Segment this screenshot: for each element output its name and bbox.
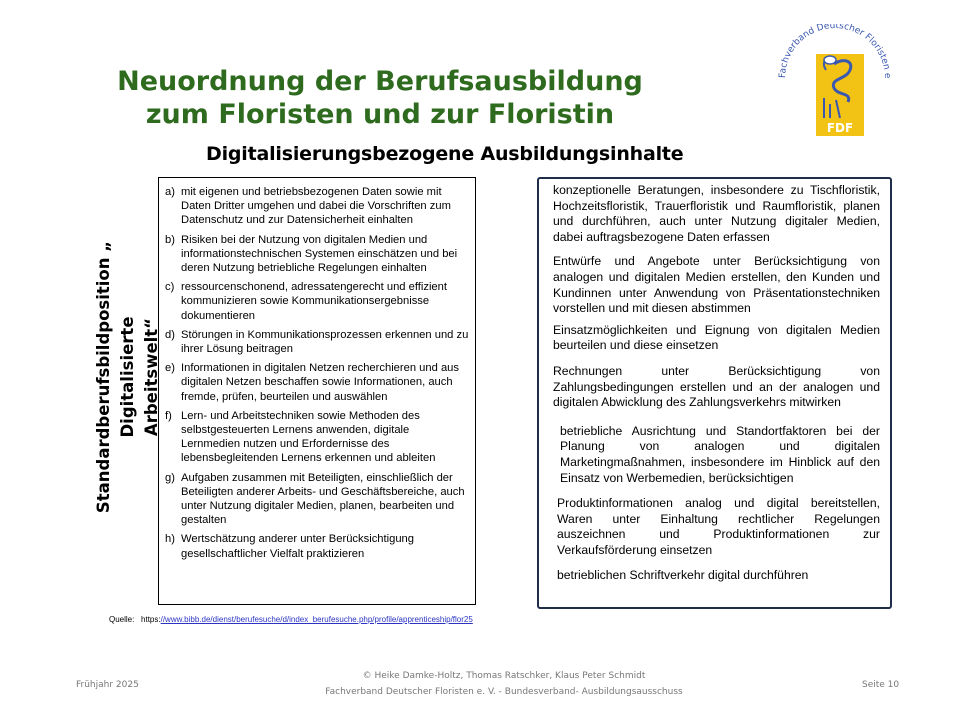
item-text: Lern- und Arbeitstechniken sowie Methoden des selbstgesteuerten Lernens anwenden, digitale Lernmedien nutzen und Erfordernisse des lebensbegleitenden Lernens erkennen und ableiten xyxy=(181,409,436,465)
vertical-section-label xyxy=(92,197,164,557)
item-letter: b) xyxy=(165,233,175,246)
item-text: ressourcenschonend, adressatengerecht und effizient kommunizieren sowie Kommunikationsergebnisse dokumentieren xyxy=(181,281,447,322)
left-list-item xyxy=(165,328,469,356)
source-url-prefix: https: xyxy=(141,615,161,624)
item-letter: e) xyxy=(165,362,175,375)
left-list-item xyxy=(165,409,469,466)
item-letter: f) xyxy=(165,409,172,422)
logo-badge-text: FDF xyxy=(826,121,854,135)
item-letter: g) xyxy=(165,471,175,484)
right-list-item: betriebliche Ausrichtung und Standortfaktoren bei der Planung von analogen und digitalen Marketingmaßnahmen, insbesondere im Hinblick auf den Einsatz von Werbemedien, berücksichtigen xyxy=(560,423,880,485)
left-list-item xyxy=(165,280,469,323)
slide-title-line-2: zum Floristen und zur Floristin xyxy=(145,99,615,130)
footer-page-number: Seite 10 xyxy=(862,680,900,690)
vertical-label-line-2: Arbeitswelt“ xyxy=(142,317,161,437)
item-letter: d) xyxy=(165,328,175,341)
item-text: Informationen in digitalen Netzen recherchieren und aus digitalen Netzen beschaffen sowie Informationen, auch fremde, prüfen, beurteilen und auswählen xyxy=(181,362,459,403)
item-letter: a) xyxy=(165,186,175,198)
right-list-item: betrieblichen Schriftverkehr digital durchführen xyxy=(557,568,809,583)
item-text: Störungen in Kommunikationsprozessen erkennen und zu ihrer Lösung beitragen xyxy=(181,328,469,356)
footer-date: Frühjahr 2025 xyxy=(76,680,139,690)
source-citation xyxy=(109,615,473,624)
right-list-item: Rechnungen unter Berücksichtigung von Zahlungsbedingungen erstellen und an der analogen und digitalen Abwicklung des Zahlungsverkehrs mitwirken xyxy=(553,363,880,410)
standard-positions-box xyxy=(158,177,476,605)
item-text: Risiken bei der Nutzung von digitalen Medien und informationstechnischen Systemen einschätzen und bei deren Nutzung betriebliche Regelungen einhalten xyxy=(181,233,458,275)
logo-ring-text: Fachverband Deutscher Floristen e xyxy=(777,24,893,79)
slide-title-line-1: Neuordnung der Berufsausbildung xyxy=(117,66,643,97)
left-list-item xyxy=(165,233,469,276)
source-label: Quelle: xyxy=(109,615,135,624)
item-text: Wertschätzung anderer unter Berücksichtigung gesellschaftlicher Vielfalt praktizieren xyxy=(181,533,414,560)
vertical-label-line-1: Standardberufsbildposition „ Digitalisierte xyxy=(94,240,137,514)
source-link[interactable]: //www.bibb.de/dienst/berufesuche/d/index_berufesuche.php/profile/apprenticeship/flor25 xyxy=(160,615,473,624)
fdf-logo xyxy=(776,24,900,140)
fdf-logo-graphic xyxy=(776,24,900,140)
slide-subtitle: Digitalisierungsbezogene Ausbildungsinhalte xyxy=(206,143,684,165)
left-list-item xyxy=(165,361,469,404)
item-letter: c) xyxy=(165,281,175,294)
item-letter: h) xyxy=(165,533,175,546)
left-list-item xyxy=(165,185,469,228)
footer-authors: © Heike Damke-Holtz, Thomas Ratschker, Klaus Peter Schmidt xyxy=(362,671,646,681)
right-list-item: konzeptionelle Beratungen, insbesondere zu Tischfloristik, Hochzeitsfloristik, Trauerfloristik und Raumfloristik, planen und durchführen, auch unter Nutzung digitaler Medien, dabei auftragsbezogene Daten erfassen xyxy=(553,183,880,244)
right-list-item: Produktinformationen analog und digital bereitstellen, Waren unter Einhaltung rechtlicher Regelungen auszeichnen und Produktinformationen zur Verkaufsförderung einsetzen xyxy=(557,496,880,557)
item-text: mit eigenen und betriebsbezogenen Daten sowie mit Daten Dritter umgehen und dabei die Vorschriften zum Datenschutz und zur Datensicherheit einhalten xyxy=(181,186,451,227)
right-list-item: Einsatzmöglichkeiten und Eignung von digitalen Medien beurteilen und diese einsetzen xyxy=(553,322,880,353)
florist-digital-contents-box xyxy=(537,177,892,609)
left-list-item xyxy=(165,471,469,528)
item-text: Aufgaben zusammen mit Beteiligten, einschließlich der Beteiligten anderer Arbeits- und Geschäftsbereiche, auch unter Nutzung digitaler Medien, planen, bearbeiten und gestalten xyxy=(181,471,465,527)
footer-organization: Fachverband Deutscher Floristen e. V. - Bundesverband- Ausbildungsausschuss xyxy=(325,687,683,697)
left-list-item xyxy=(165,532,469,560)
right-list-item: Entwürfe und Angebote unter Berücksichtigung von analogen und digitalen Medien erstellen, den Kunden und Kundinnen unter Anwendung von Präsentationstechniken vorstellen und mit diesen abstimmen xyxy=(553,254,880,316)
